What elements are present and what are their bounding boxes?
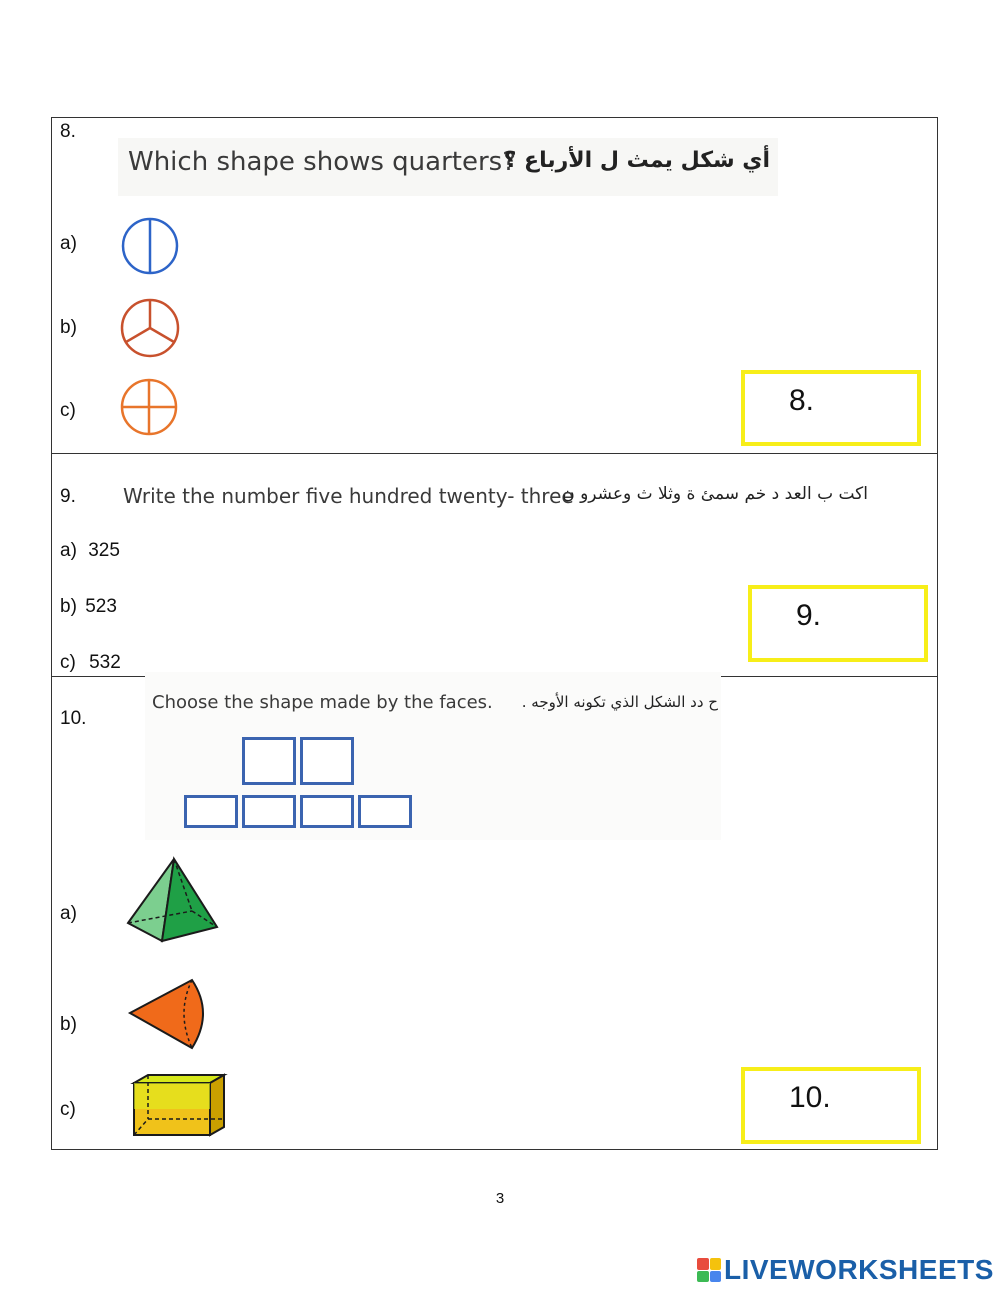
net-face (242, 795, 296, 828)
option-label: c) (60, 652, 76, 673)
net-face (184, 795, 238, 828)
question-10-prompt-arabic: ح دد الشكل الذي تكونه الأوجه . (521, 693, 718, 711)
option-label: a) (60, 540, 77, 561)
question-10-prompt: Choose the shape made by the faces. (152, 692, 493, 713)
net-face (242, 737, 296, 785)
rectangular-prism-icon[interactable] (130, 1073, 228, 1143)
question-10-number: 10. (60, 708, 87, 729)
question-10-option-b-label: b) (60, 1014, 77, 1035)
question-8-number: 8. (60, 121, 76, 142)
cone-icon[interactable] (124, 974, 214, 1054)
answer-box-9-label: 9. (796, 599, 822, 632)
question-8-prompt: Which shape shows quarters? (128, 147, 517, 177)
square-pyramid-icon[interactable] (122, 855, 222, 945)
circle-thirds-icon[interactable] (115, 296, 183, 360)
question-10-option-c-label: c) (60, 1099, 76, 1120)
option-value: 532 (89, 652, 121, 673)
question-10-option-a-label: a) (60, 903, 77, 924)
option-label: b) (60, 596, 77, 617)
circle-halves-icon[interactable] (118, 215, 182, 277)
row-divider (52, 453, 937, 454)
net-face (300, 737, 354, 785)
brand-name: LIVEWORKSHEETS (724, 1254, 994, 1285)
liveworksheets-logo[interactable] (697, 1255, 994, 1285)
question-9-prompt: Write the number five hundred twenty- three (123, 484, 574, 508)
page-number: 3 (495, 1190, 505, 1207)
answer-box-8-label: 8. (789, 384, 815, 417)
question-9-option-a[interactable] (60, 540, 120, 562)
question-8-option-c-label: c) (60, 400, 76, 421)
answer-box-10-label: 10. (789, 1081, 831, 1114)
net-face (358, 795, 412, 828)
question-8-prompt-arabic: أي شكل يمث ل الأرباع ؟ (503, 148, 770, 173)
question-9-option-c[interactable] (60, 652, 121, 674)
circle-quarters-icon[interactable] (116, 376, 182, 438)
brand-logo-icon (697, 1258, 721, 1282)
option-value: 325 (88, 540, 120, 561)
question-8-option-b-label: b) (60, 317, 77, 338)
question-9-prompt-arabic: اكت ب العد د خم سمئ ة وثلا ث وعشرو ن (562, 484, 868, 504)
answer-box-8[interactable] (741, 370, 921, 446)
question-8-option-a-label: a) (60, 233, 77, 254)
answer-box-9[interactable] (748, 585, 928, 662)
option-value: 523 (85, 596, 117, 617)
net-face (300, 795, 354, 828)
question-9-option-b[interactable] (60, 596, 117, 618)
answer-box-10[interactable] (741, 1067, 921, 1144)
question-9-number: 9. (60, 486, 76, 507)
